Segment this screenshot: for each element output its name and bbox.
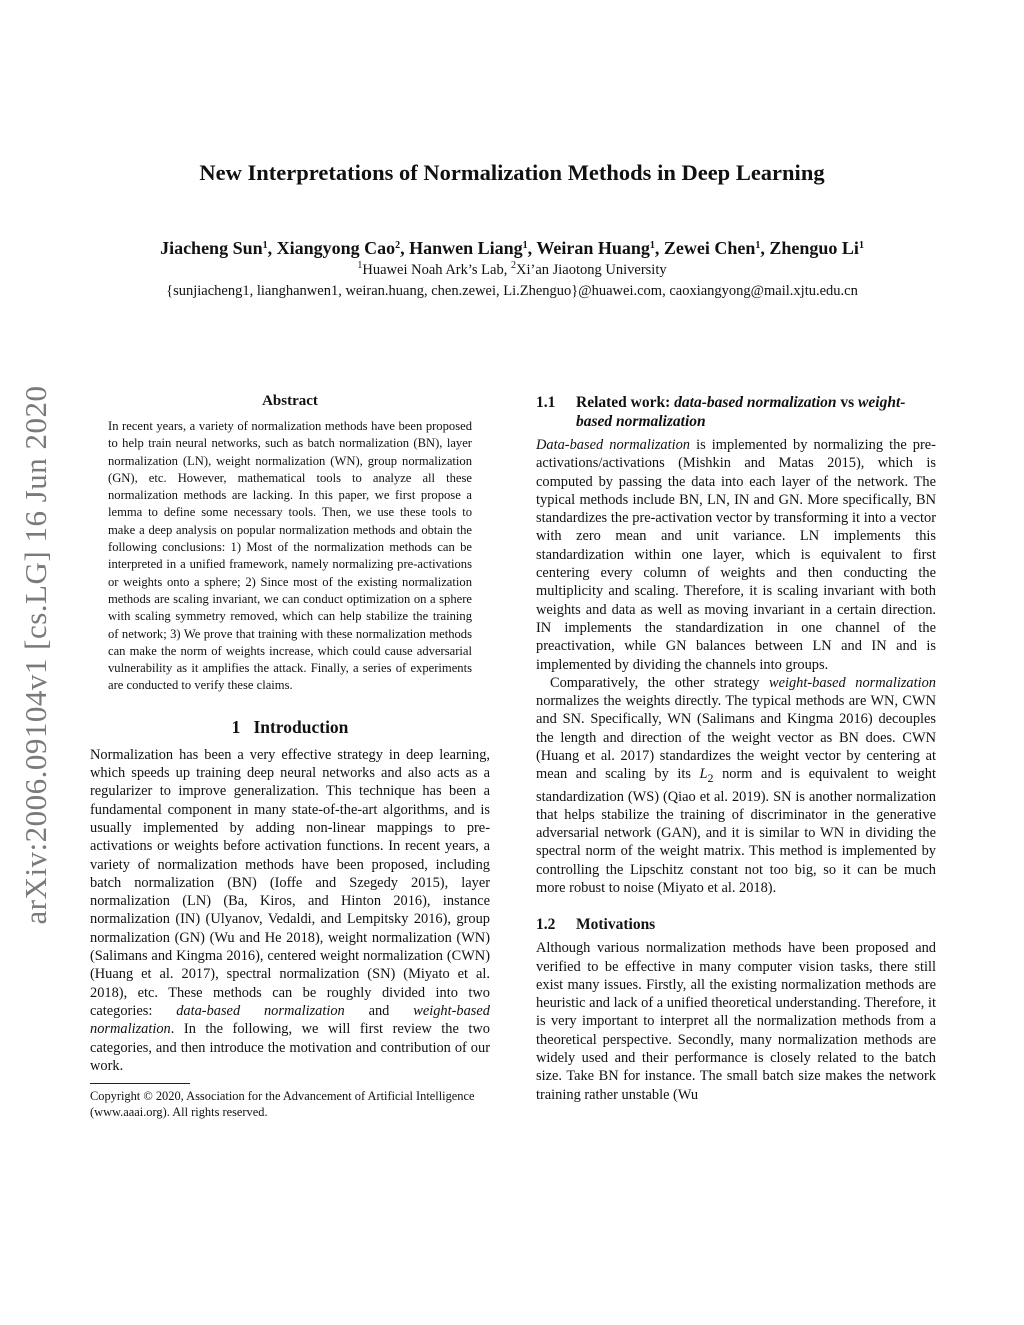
author-mark: 1 bbox=[262, 240, 268, 251]
author-name: Jiacheng Sun bbox=[160, 238, 263, 258]
subsection-number: 1.1 bbox=[536, 394, 556, 411]
introduction-paragraph bbox=[90, 746, 490, 1075]
author-mark: 1 bbox=[858, 240, 864, 251]
affiliation-name: Huawei Noah Ark’s Lab bbox=[362, 262, 504, 278]
emphasis-run: data-based normalization bbox=[674, 394, 837, 411]
emphasis-run: weight-based normalization bbox=[90, 1002, 490, 1038]
text-run: is implemented by normalizing the pre-activations/activations (Mishkin and Matas 2015), which is computed by passing the data into each layer of the network. The typical methods include BN, LN, IN and GN. More specifically, BN standardizes the pre-activation vector by transforming it into a vector with zero mean and unit variance. LN implements this standardization within one layer, which is equivalent to first centering every column of weights and then conducting the multiplicity and scaling. Therefore, it is scaling invariant with both weights and data as well as moving invariant in a certain direction. IN implements the standardization in one channel of the preactivation, while GN balances between LN and IN and is implemented by dividing the channels into groups. bbox=[536, 437, 936, 673]
emphasis-run: weight-based normalization bbox=[576, 394, 906, 430]
affiliation-mark: 1 bbox=[357, 260, 363, 271]
subsection-title bbox=[576, 393, 936, 431]
text-run: and bbox=[344, 1002, 414, 1019]
author-mark: 1 bbox=[522, 240, 528, 251]
emphasis-run: data-based normalization bbox=[176, 1002, 345, 1019]
subsection-heading-motivations bbox=[536, 915, 936, 934]
text-run: norm and is equivalent to weight standardization (WS) (Qiao et al. 2019). SN is another normalization that helps stabilize the training of discriminator in the generative adversarial network (GAN), and it is similar to WN in dividing the spectral norm of the weight matrix. This method is implemented by controlling the Lipschitz constant not too big, so it can be much more robust to noise (Miyato et al. 2018). bbox=[536, 766, 936, 896]
text-run: Comparatively, the other strategy bbox=[550, 674, 769, 691]
author-name: Zhenguo Li bbox=[769, 238, 859, 258]
math-symbol: L bbox=[699, 766, 708, 783]
section-title: Introduction bbox=[253, 716, 349, 737]
author-mark: 1 bbox=[649, 240, 655, 251]
section-number: 1 bbox=[231, 716, 241, 737]
author-list: Jiacheng Sun$^1$, Xiangyong Cao$^2$, Hanwen Liang$^1$, Weiran Huang$^1$, Zewei Chen$^1$, Zhenguo Li$^1$ bbox=[160, 238, 864, 258]
emphasis-run: Data-based normalization bbox=[536, 437, 690, 453]
motivations-paragraph: Although various normalization methods have been proposed and verified to be effective in many computer vision tasks, there still exist many issues. Firstly, all the existing normalization methods are heuristic and lack of a unified theoretical understanding. Therefore, it is very important to interpret all the normalization methods from a theoretical perspective. Secondly, many normalization methods are widely used and their performance is closely related to the batch size. Take BN for instance. The small batch size makes the network training rather unstable (Wu bbox=[536, 940, 936, 1103]
section-heading-introduction bbox=[90, 717, 490, 738]
abstract-text: In recent years, a variety of normalization methods have been proposed to help train neural networks, such as batch normalization (BN), layer normalization (LN), weight normalization (WN), group normalization (GN), etc. However, mathematical tools to analyze all these normalization methods are lacking. In this paper, we first propose a lemma to define some necessary tools. Then, we use these tools to make a deep analysis on popular normalization methods and obtain the following conclusions: 1) Most of the normalization methods can be interpreted in a unified framework, namely normalizing pre-activations or weights onto a sphere; 2) Since most of the existing normalization methods are scaling invariant, we can conduct optimization on a sphere with scaling symmetry removed, which can help stabilize the training of network; 3) We prove that training with these normalization methods can make the norm of weights increase, which could cause adversarial vulnerability as it amplifies the attack. Finally, a series of experiments are conducted to verify these claims. bbox=[108, 419, 472, 693]
text-run: normalizes the weights directly. The typical methods are WN, CWN and SN. Specifically, WN (Salimans and Kingma 2016) decouples the length and direction of the weight vector as BN does. CWN (Huang et al. 2017) standardizes the weight vector by centering at mean and scaling by its bbox=[536, 693, 936, 783]
arxiv-identifier: arXiv:2006.09104v1 [cs.LG] 16 Jun 2020 bbox=[18, 385, 53, 925]
emphasis-run: weight-based normalization bbox=[768, 674, 937, 691]
subsection-heading-related-work bbox=[536, 393, 936, 431]
related-work-paragraph-2 bbox=[536, 674, 936, 897]
related-work-paragraph-1 bbox=[536, 436, 936, 674]
affiliations: $^1$Huawei Noah Ark’s Lab, $^2$Xi’an Jiaotong University bbox=[357, 260, 667, 278]
footnote-divider bbox=[90, 1083, 190, 1084]
paper-title: New Interpretations of Normalization Methods in Deep Learning bbox=[199, 160, 825, 185]
author-name: Weiran Huang bbox=[536, 238, 650, 258]
author-emails: {sunjiacheng1, lianghanwen1, weiran.huang, chen.zewei, Li.Zhenguo}@huawei.com, caoxiangyong@mail.xjtu.edu.cn bbox=[166, 283, 858, 299]
text-run: . In the following, we will first review the two categories, and then introduce the motivation and contribution of our work. bbox=[90, 1021, 490, 1074]
author-mark: 2 bbox=[395, 240, 401, 251]
subsection-number: 1.2 bbox=[536, 916, 556, 934]
author-name: Xiangyong Cao bbox=[276, 238, 396, 258]
copyright-footnote: Copyright © 2020, Association for the Advancement of Artificial Intelligence (www.aaai.org). All rights reserved. bbox=[90, 1089, 475, 1120]
subsection-title: Motivations bbox=[576, 916, 656, 934]
author-name: Zewei Chen bbox=[663, 238, 756, 258]
math-subscript: 2 bbox=[707, 771, 714, 786]
affiliation-mark: 2 bbox=[510, 260, 516, 271]
affiliation-name: Xi’an Jiaotong University bbox=[515, 262, 667, 278]
arxiv-sidebar bbox=[10, 360, 62, 950]
abstract-heading: Abstract bbox=[262, 393, 318, 409]
left-column bbox=[90, 393, 490, 1120]
right-column bbox=[536, 393, 936, 1104]
text-run: Related work: bbox=[576, 394, 675, 411]
author-mark: 1 bbox=[755, 240, 761, 251]
author-name: Hanwen Liang bbox=[409, 238, 523, 258]
text-run: Normalization has been a very effective strategy in deep learning, which speeds up training deep neural networks and also acts as a regularizer to improve generalization. This technique has been a fundamental component in many state-of-the-art algorithms, and is usually implemented by adding non-linear mappings to pre-activations or weights before activation functions. In recent years, a variety of normalization methods have been proposed, including batch normalization (BN) (Ioffe and Szegedy 2015), layer normalization (LN) (Ba, Kiros, and Hinton 2016), instance normalization (IN) (Ulyanov, Vedaldi, and Lempitsky 2016), group normalization (GN) (Wu and He 2018), weight normalization (WN) (Salimans and Kingma 2016), centered weight normalization (CWN) (Huang et al. 2017), spectral normalization (SN) (Miyato et al. 2018), etc. These methods can be roughly divided into two categories: bbox=[90, 746, 490, 1019]
text-run: vs bbox=[836, 394, 859, 411]
